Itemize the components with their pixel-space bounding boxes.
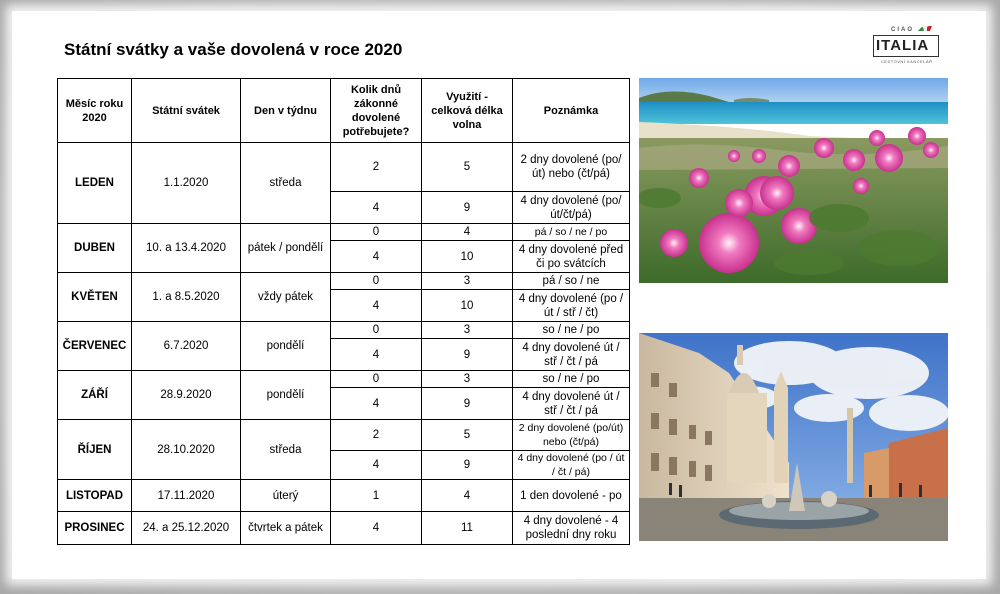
leave-days-cell: 2: [331, 420, 422, 451]
note-cell: 4 dny dovolené (po / út / čt / pá): [513, 451, 630, 480]
logo-subtitle: CESTOVNÍ KANCELÁŘ: [881, 59, 933, 64]
leave-days-cell: 4: [331, 388, 422, 420]
table-row: [58, 371, 630, 388]
total-length-cell: 3: [422, 322, 513, 339]
total-length-cell: 9: [422, 388, 513, 420]
leave-days-cell: 4: [331, 192, 422, 224]
holiday-date-cell: 28.10.2020: [132, 420, 241, 480]
total-length-cell: 4: [422, 480, 513, 512]
holiday-date-cell: 28.9.2020: [132, 371, 241, 420]
month-cell: DUBEN: [58, 224, 132, 273]
total-length-cell: 10: [422, 241, 513, 273]
note-cell: pá / so / ne / po: [513, 224, 630, 241]
header-total-length: Využití - celková délka volna: [422, 79, 513, 143]
note-cell: 2 dny dovolené (po/út) nebo (čt/pá): [513, 143, 630, 192]
weekday-cell: pondělí: [241, 371, 331, 420]
table-row: [58, 512, 630, 545]
table-row: [58, 143, 630, 192]
italian-flag-icon: [918, 26, 932, 31]
beach-flowers-photo: [639, 78, 948, 283]
total-length-cell: 10: [422, 290, 513, 322]
leave-days-cell: 4: [331, 241, 422, 273]
month-cell: LISTOPAD: [58, 480, 132, 512]
table-row: [58, 273, 630, 290]
total-length-cell: 9: [422, 451, 513, 480]
holiday-table: [57, 78, 630, 545]
total-length-cell: 3: [422, 273, 513, 290]
table-header-row: [58, 79, 630, 143]
note-cell: 2 dny dovolené (po/út) nebo (čt/pá): [513, 420, 630, 451]
note-cell: 4 dny dovolené (po / út / stř / čt): [513, 290, 630, 322]
note-cell: 4 dny dovolené út / stř / čt / pá: [513, 339, 630, 371]
leave-days-cell: 0: [331, 322, 422, 339]
holiday-date-cell: 1.1.2020: [132, 143, 241, 224]
page-title: Státní svátky a vaše dovolená v roce 2020: [64, 40, 403, 59]
leave-days-cell: 1: [331, 480, 422, 512]
header-note: Poznámka: [513, 79, 630, 143]
leave-days-cell: 0: [331, 224, 422, 241]
leave-days-cell: 4: [331, 512, 422, 545]
rome-piazza-navona-photo: [639, 333, 948, 541]
month-cell: ČERVENEC: [58, 322, 132, 371]
leave-days-cell: 4: [331, 290, 422, 322]
weekday-cell: středa: [241, 143, 331, 224]
holiday-date-cell: 17.11.2020: [132, 480, 241, 512]
weekday-cell: středa: [241, 420, 331, 480]
month-cell: ZÁŘÍ: [58, 371, 132, 420]
total-length-cell: 5: [422, 420, 513, 451]
note-cell: 4 dny dovolené út / stř / čt / pá: [513, 388, 630, 420]
weekday-cell: pondělí: [241, 322, 331, 371]
month-cell: KVĚTEN: [58, 273, 132, 322]
logo-italia-text: ITALIA: [876, 37, 930, 54]
note-cell: pá / so / ne: [513, 273, 630, 290]
holiday-date-cell: 1. a 8.5.2020: [132, 273, 241, 322]
header-holiday: Státní svátek: [132, 79, 241, 143]
table-row: [58, 480, 630, 512]
leave-days-cell: 4: [331, 451, 422, 480]
weekday-cell: vždy pátek: [241, 273, 331, 322]
month-cell: PROSINEC: [58, 512, 132, 545]
total-length-cell: 3: [422, 371, 513, 388]
weekday-cell: pátek / pondělí: [241, 224, 331, 273]
holiday-date-cell: 10. a 13.4.2020: [132, 224, 241, 273]
header-month: Měsíc roku 2020: [58, 79, 132, 143]
leave-days-cell: 0: [331, 371, 422, 388]
note-cell: 1 den dovolené - po: [513, 480, 630, 512]
note-cell: so / ne / po: [513, 322, 630, 339]
ciao-italia-logo: [873, 26, 939, 66]
total-length-cell: 4: [422, 224, 513, 241]
leave-days-cell: 2: [331, 143, 422, 192]
weekday-cell: úterý: [241, 480, 331, 512]
month-cell: ŘÍJEN: [58, 420, 132, 480]
note-cell: so / ne / po: [513, 371, 630, 388]
leave-days-cell: 4: [331, 339, 422, 371]
note-cell: 4 dny dovolené - 4 poslední dny roku: [513, 512, 630, 545]
holiday-date-cell: 24. a 25.12.2020: [132, 512, 241, 545]
table-row: [58, 322, 630, 339]
weekday-cell: čtvrtek a pátek: [241, 512, 331, 545]
total-length-cell: 9: [422, 192, 513, 224]
note-cell: 4 dny dovolené před či po svátcích: [513, 241, 630, 273]
total-length-cell: 9: [422, 339, 513, 371]
table-row: [58, 420, 630, 451]
leave-days-cell: 0: [331, 273, 422, 290]
logo-ciao-text: CIAO: [891, 27, 914, 33]
total-length-cell: 5: [422, 143, 513, 192]
table-row: [58, 224, 630, 241]
header-leave-days: Kolik dnů zákonné dovolené potřebujete?: [331, 79, 422, 143]
month-cell: LEDEN: [58, 143, 132, 224]
note-cell: 4 dny dovolené (po/út/čt/pá): [513, 192, 630, 224]
header-weekday: Den v týdnu: [241, 79, 331, 143]
total-length-cell: 11: [422, 512, 513, 545]
holiday-date-cell: 6.7.2020: [132, 322, 241, 371]
